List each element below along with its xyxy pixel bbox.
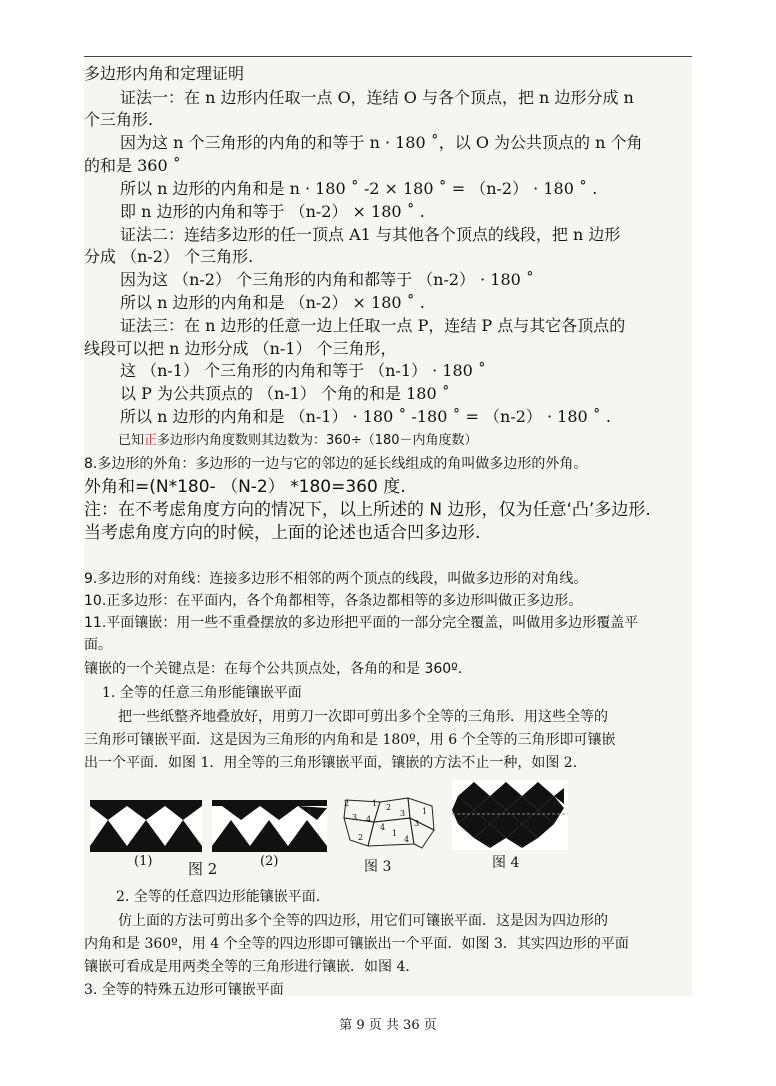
figure-4-caption: 图 4 [492,855,520,871]
text-line: 所以 n 边形的内角和是 （n-2） × 180 ˚ . [120,293,425,312]
note-line: 注：在不考虑角度方向的情况下，以上所述的 N 边形，仅为任意‘凸’多边形. [84,500,651,520]
highlight-text: 正 [144,433,158,448]
text-line: 个三角形. [84,110,154,129]
paragraph-line: 出一个平面．如图 1．用全等的三角形镶嵌平面，镶嵌的方法不止一种，如图 2. [84,755,578,771]
item-11-cont: 面。 [84,637,112,653]
text-line: 因为这 （n-2） 个三角形的内角和都等于 （n-2） · 180 ˚ [120,270,534,289]
paragraph-line: 三角形可镶嵌平面．这是因为三角形的内角和是 180º，用 6 个全等的三角形即可镶嵌 [84,732,616,748]
text-line: 所以 n 边形的内角和是 n · 180 ˚ -2 × 180 ˚ = （n-2） · 180 ˚ . [120,179,598,198]
figure-3-number: 2 [386,803,392,812]
subsection-3-title: 3. 全等的特殊五边形可镶嵌平面 [84,982,284,998]
figure-3-number: 2 [344,799,350,808]
item-11: 11.平面镶嵌：用一些不重叠摆放的多边形把平面的一部分完全覆盖，叫做用多边形覆盖平 [84,615,639,631]
paragraph-line: 仿上面的方法可剪出多个全等的四边形，用它们可镶嵌平面．这是因为四边形的 [118,913,608,929]
text-line: 即 n 边形的内角和等于 （n-2） × 180 ˚ . [120,202,425,221]
text-line: 分成 （n-2） 个三角形. [84,247,254,266]
figure-3-number: 3 [400,809,406,818]
figure-3-number: 1 [372,799,378,808]
figure-sublabel: (1) [134,854,153,869]
item-10: 10.正多边形：在平面内，各个角都相等，各条边都相等的多边形叫做正多边形。 [84,593,583,609]
paragraph-line: 镶嵌可看成是用两类全等的三角形进行镶嵌．如图 4. [84,959,410,975]
text-line: 线段可以把 n 边形分成 （n-1） 个三角形， [84,339,397,358]
figure-3-number: 1 [422,807,428,816]
figure-3-number: 1 [392,829,398,838]
figure-3-number: 4 [404,835,410,844]
item-8: 8.多边形的外角：多边形的一边与它的邻边的延长线组成的角叫做多边形的外角。 [84,456,588,472]
text-line: 证法一：在 n 边形内任取一点 O，连结 O 与各个顶点，把 n 边形分成 n [120,88,634,107]
text-line: 证法三：在 n 边形的任意一边上任取一点 P，连结 P 点与其它各顶点的 [120,316,626,335]
subsection-2-title: 2. 全等的任意四边形能镶嵌平面. [116,889,321,905]
note-line: 当考虑角度方向的时候，上面的论述也适合凹多边形. [84,523,481,543]
figure-3-number: 4 [380,823,386,832]
text-line: 所以 n 边形的内角和是 （n-1） · 180 ˚ -180 ˚ = （n-2） · 180 ˚ . [120,407,611,426]
text-line: 这 （n-1） 个三角形的内角和等于 （n-1） · 180 ˚ [120,361,486,380]
figure-3-number: 3 [414,819,420,828]
figure-sublabel: (2) [260,854,279,869]
figure-3-number: 4 [366,815,372,824]
exterior-formula: 外角和=(N*180- （N-2） *180=360 度. [84,477,406,497]
tessellation-figure-2-2 [212,800,327,852]
figure-2-caption: 图 2 [188,860,218,878]
text-line: 的和是 360 ˚ [84,156,181,175]
triangle-tessellation-figure-4 [452,780,568,850]
figure-3-number: 2 [358,833,364,842]
paragraph-line: 把一些纸整齐地叠放好，用剪刀一次即可剪出多个全等的三角形．用这些全等的 [118,709,608,725]
tessellation-figure-2-1 [90,800,202,852]
figure-3-number: 3 [352,813,358,822]
section-title: 多边形内角和定理证明 [84,64,245,83]
subsection-1-title: 1. 全等的任意三角形能镶嵌平面 [102,685,302,701]
paragraph-line: 内角和是 360º，用 4 个全等的四边形即可镶嵌出一个平面．如图 3．其实四边形的平面 [84,936,629,952]
header-rule [84,56,692,57]
text-line: 因为这 n 个三角形的内角的和等于 n · 180 ˚，以 O 为公共顶点的 n 个角 [120,133,643,152]
text-line: 以 P 为公共顶点的 （n-1） 个角的和是 180 ˚ [120,384,450,403]
item-9: 9.多边形的对角线：连接多边形不相邻的两个顶点的线段，叫做多边形的对角线。 [84,571,588,587]
page-footer: 第 9 页 共 36 页 [339,1018,437,1033]
known-line: 已知正多边形内角度数则其边数为：360÷（180－内角度数） [118,433,478,448]
key-point: 镶嵌的一个关键点是：在每个公共顶点处，各角的和是 360º. [84,661,463,677]
figure-3-caption: 图 3 [364,859,392,875]
text-line: 证法二：连结多边形的任一顶点 A1 与其他各个顶点的线段，把 n 边形 [120,225,621,244]
